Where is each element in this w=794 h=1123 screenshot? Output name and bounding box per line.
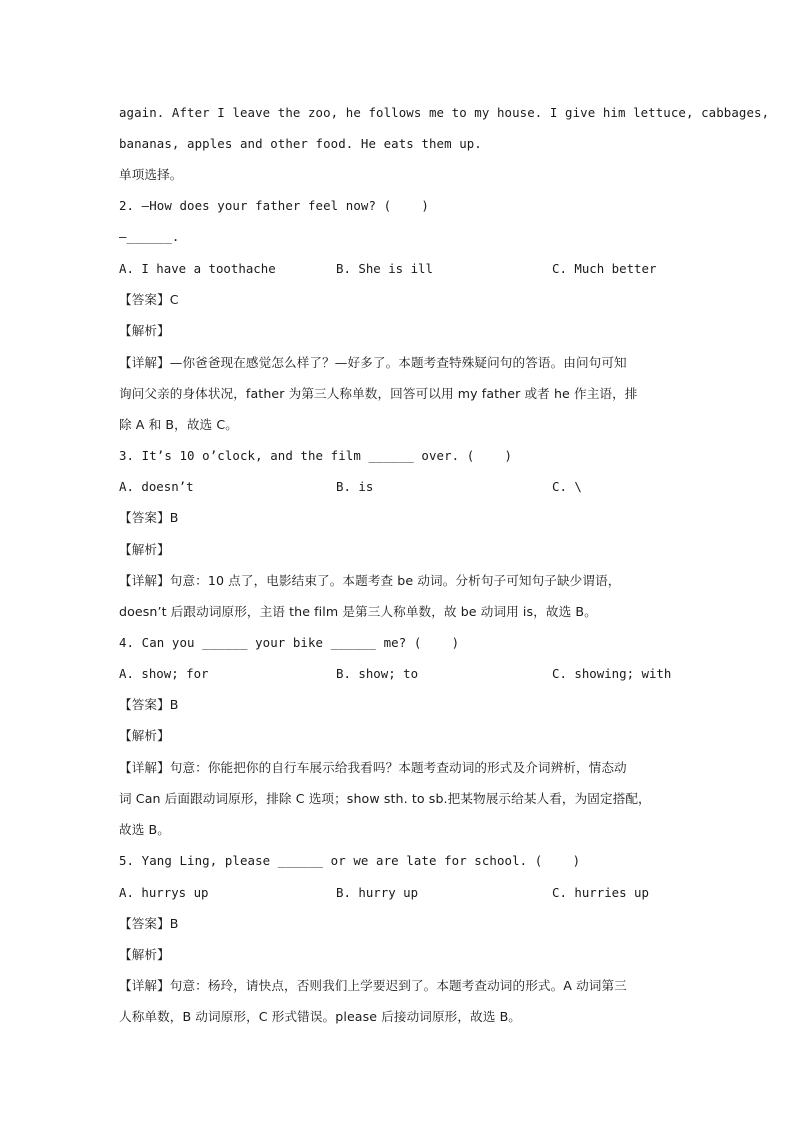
question-3-detail-line-2: doesn’t 后跟动词原形，主语 the film 是第三人称单数，故 be 动词用 is，故选 B。 [119,604,597,619]
passage-line-2: bananas, apples and other food. He eats them up. [119,136,482,151]
question-3-option-c: C. \ [552,479,582,494]
question-4-detail-line-1: 【详解】句意：你能把你的自行车展示给我看吗？本题考查动词的形式及介词辨析，情态动 [119,760,627,775]
question-2-answer: 【答案】C [119,292,179,307]
question-2-detail-line-2: 询问父亲的身体状况，father 为第三人称单数，回答可以用 my father 或者 he 作主语，排 [119,386,638,401]
question-3-analysis-heading: 【解析】 [119,542,170,557]
question-3-stem: 3. It’s 10 o’clock, and the film ______ over. ( ) [119,448,513,463]
question-5-detail-line-1: 【详解】句意：杨玲，请快点，否则我们上学要迟到了。本题考查动词的形式。A 动词第三 [119,978,627,993]
question-3-answer: 【答案】B [119,510,179,525]
question-5-detail-line-2: 人称单数，B 动词原形，C 形式错误。please 后接动词原形，故选 B。 [119,1009,521,1024]
question-4-option-b: B. show; to [336,666,419,681]
question-4-detail-line-2: 词 Can 后面跟动词原形，排除 C 选项；show sth. to sb.把某物展示给某人看，为固定搭配， [119,791,651,806]
passage-line-1: again. After I leave the zoo, he follows me to my house. I give him lettuce, cabbages, [119,105,770,120]
question-2-detail-line-1: 【详解】—你爸爸现在感觉怎么样了？—好多了。本题考查特殊疑问句的答语。由问句可知 [119,355,627,370]
question-2-option-c: C. Much better [552,261,657,276]
question-5-option-b: B. hurry up [336,885,419,900]
question-5-stem: 5. Yang Ling, please ______ or we are late for school. ( ) [119,853,581,868]
question-3-detail-line-1: 【详解】句意：10 点了，电影结束了。本题考查 be 动词。分析句子可知句子缺少谓语， [119,573,621,588]
question-3-option-b: B. is [336,479,374,494]
question-5-analysis-heading: 【解析】 [119,947,170,962]
question-5-option-a: A. hurrys up [119,885,209,900]
question-4-option-c: C. showing; with [552,666,672,681]
question-2-option-a: A. I have a toothache [119,261,276,276]
question-2-blank: —______. [119,229,180,244]
question-2-option-b: B. She is ill [336,261,433,276]
question-4-option-a: A. show; for [119,666,209,681]
question-2-analysis-heading: 【解析】 [119,323,170,338]
question-5-answer: 【答案】B [119,916,179,931]
question-4-detail-line-3: 故选 B。 [119,822,170,837]
question-4-answer: 【答案】B [119,697,179,712]
question-3-option-a: A. doesn’t [119,479,194,494]
question-2-stem: 2. —How does your father feel now? ( ) [119,198,429,213]
question-2-detail-line-3: 除 A 和 B，故选 C。 [119,417,238,432]
question-4-analysis-heading: 【解析】 [119,728,170,743]
question-4-stem: 4. Can you ______ your bike ______ me? ( ) [119,635,460,650]
question-5-option-c: C. hurries up [552,885,649,900]
section-title: 单项选择。 [119,167,183,182]
